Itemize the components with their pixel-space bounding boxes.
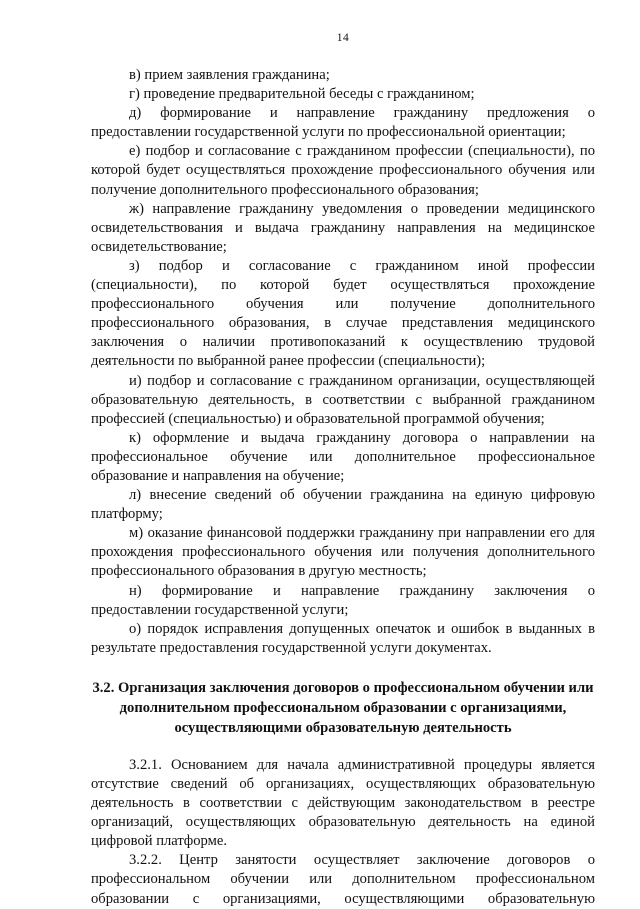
paragraph-3-2-1: 3.2.1. Основанием для начала административной процедуры является отсутствие сведений об организациях, осуществляющих образовательную деятельность в соответствии с действующим законодательством в реестре организаций, осуществляющих образовательную деятельность на единой цифровой платформе. [91, 756, 595, 850]
list-item-m: м) оказание финансовой поддержки гражданину при направлении его для прохождения профессионального обучения или получения дополнительного профессионального образования в другую местность; [91, 525, 595, 580]
list-item-g: г) проведение предварительной беседы с гражданином; [129, 86, 475, 103]
list-item-k: к) оформление и выдача гражданину договора о направлении на профессиональное обучение или дополнительное профессиональное образование и направления на обучение; [91, 429, 595, 484]
list-item-d: д) формирование и направление гражданину предложения о предоставлении государственной услуги по профессиональной ориентации; [91, 105, 595, 141]
list-item-zh: ж) направление гражданину уведомления о проведении медицинского освидетельствования и выдача гражданину направления на медицинское освидетельствование; [91, 200, 595, 255]
page-number: 14 [336, 32, 350, 44]
list-item-i: и) подбор и согласование с гражданином организации, осуществляющей образовательную деятельность, в соответствии с выбранной гражданином профессией (специальностью) и образовательной программой обучения; [91, 372, 595, 427]
list-item-n: н) формирование и направление гражданину заключения о предоставлении государственной услуги; [91, 582, 595, 618]
section-title: 3.2. Организация заключения договоров о профессиональном обучении или дополнительном профессиональном образовании с организациями, осуществляющими образовательную деятельность [92, 679, 594, 736]
list-item-z: з) подбор и согласование с гражданином иной профессии (специальности), по которой будет осуществляться прохождение профессионального обучения или получение дополнительного профессионального образования, в случае представления медицинского заключения о наличии противопоказаний к осуществлению трудовой деятельности по выбранной ранее профессии (специальности); [91, 257, 595, 370]
list-item-l: л) внесение сведений об обучении гражданина на единую цифровую платформу; [91, 487, 595, 523]
list-item-e: е) подбор и согласование с гражданином профессии (специальности), по которой будет осуществляться прохождение профессионального обучения или получение дополнительного профессионального образования; [91, 143, 595, 198]
list-item-o: о) порядок исправления допущенных опечаток и ошибок в выданных в результате предоставления государственной услуги документах. [91, 620, 595, 656]
paragraph-3-2-2: 3.2.2. Центр занятости осуществляет заключение договоров о профессиональном обучении или дополнительном профессиональном образовании с организациями, осуществляющими образовательную [91, 852, 595, 907]
list-item-v: в) прием заявления гражданина; [129, 67, 330, 83]
